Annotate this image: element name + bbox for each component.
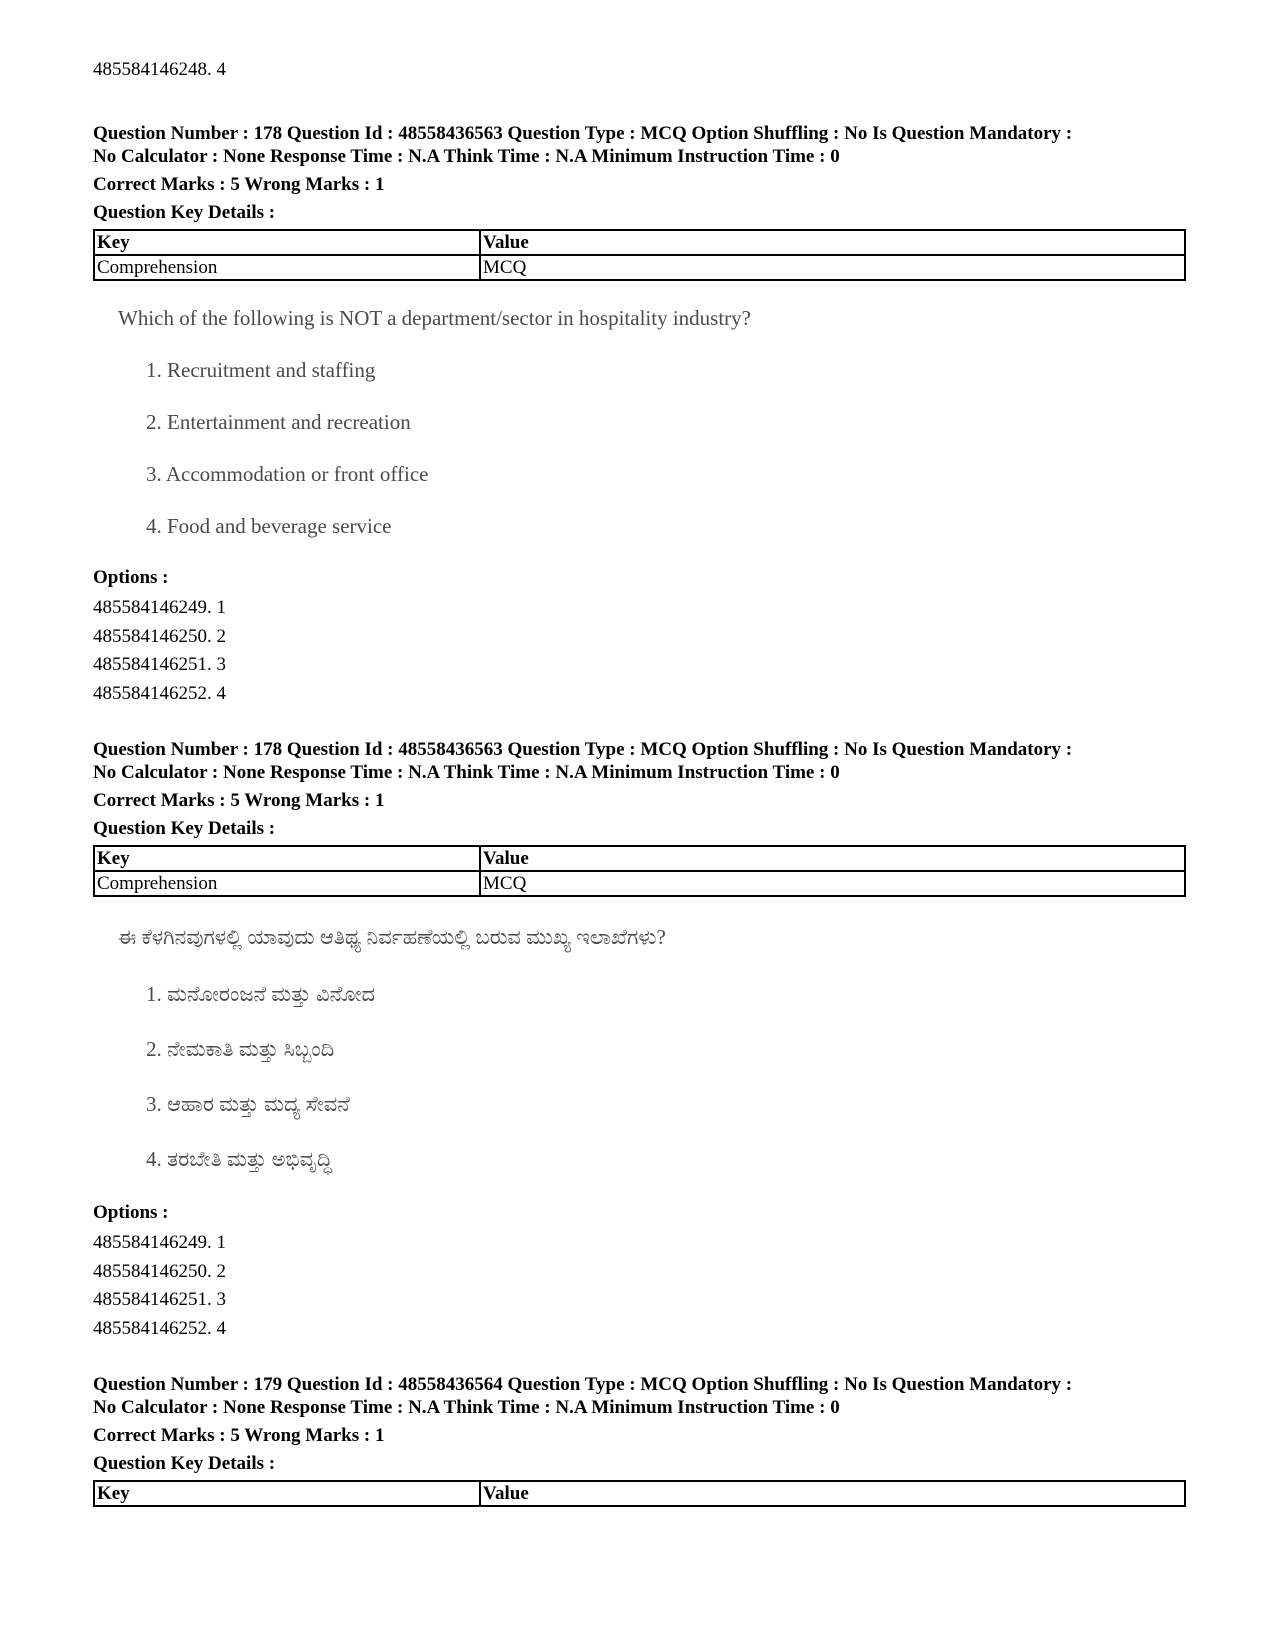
option-item: 485584146250. 2 [93, 1260, 226, 1282]
question-header [93, 122, 1183, 168]
option-item: 485584146251. 3 [93, 1289, 226, 1310]
question-header [93, 738, 1183, 784]
question-choice: 1. ಮನೋರಂಜನೆ ಮತ್ತು ವಿನೋದ [146, 982, 376, 1006]
question-stem: Which of the following is NOT a department/sector in hospitality industry? [118, 306, 751, 330]
options-label: Options : [93, 1202, 169, 1223]
key-details-table [93, 845, 1186, 897]
key-details-table [93, 229, 1186, 281]
marks-line: Correct Marks : 5 Wrong Marks : 1 [93, 790, 385, 811]
question-header-line2: No Calculator : None Response Time : N.A Think Time : N.A Minimum Instruction Time : 0 [93, 146, 840, 167]
table-cell-key: Comprehension [94, 255, 480, 280]
table-header-value: Value [480, 1481, 1185, 1506]
previous-option-line: 485584146248. 4 [93, 59, 226, 80]
table-cell-key: Comprehension [94, 871, 480, 896]
question-choice: 3. ಆಹಾರ ಮತ್ತು ಮದ್ಯ ಸೇವನೆ [146, 1092, 350, 1116]
question-choice: 1. Recruitment and staffing [146, 358, 376, 382]
table-cell-value: MCQ [480, 871, 1185, 896]
key-details-table [93, 1480, 1186, 1507]
marks-line: Correct Marks : 5 Wrong Marks : 1 [93, 1425, 385, 1446]
key-details-label: Question Key Details : [93, 1453, 276, 1474]
question-header-line1: Question Number : 178 Question Id : 48558436563 Question Type : MCQ Option Shuffling : No Is Question Mandatory : [93, 739, 1073, 760]
table-header-key: Key [94, 846, 480, 871]
question-header-line1: Question Number : 178 Question Id : 48558436563 Question Type : MCQ Option Shuffling : No Is Question Mandatory : [93, 123, 1073, 144]
question-choice: 3. Accommodation or front office [146, 462, 429, 486]
table-header-row [94, 230, 1185, 255]
question-header-line1: Question Number : 179 Question Id : 48558436564 Question Type : MCQ Option Shuffling : No Is Question Mandatory : [93, 1374, 1073, 1395]
question-header-line2: No Calculator : None Response Time : N.A Think Time : N.A Minimum Instruction Time : 0 [93, 1397, 840, 1418]
question-header [93, 1373, 1183, 1419]
option-item: 485584146252. 4 [93, 682, 226, 704]
options-list [93, 594, 226, 708]
table-cell-value: MCQ [480, 255, 1185, 280]
question-stem: ಈ ಕೆಳಗಿನವುಗಳಲ್ಲಿ ಯಾವುದು ಆತಿಥ್ಯ ನಿರ್ವಹಣೆಯಲ್ಲಿ ಬರುವ ಮುಖ್ಯ ಇಲಾಖೆಗಳು? [118, 925, 666, 949]
table-header-key: Key [94, 1481, 480, 1506]
question-choice: 4. Food and beverage service [146, 514, 392, 538]
option-item: 485584146250. 2 [93, 625, 226, 647]
key-details-label: Question Key Details : [93, 818, 276, 839]
options-list [93, 1229, 226, 1343]
question-choice: 2. ನೇಮಕಾತಿ ಮತ್ತು ಸಿಬ್ಬಂದಿ [146, 1037, 335, 1061]
key-details-label: Question Key Details : [93, 202, 276, 223]
table-row [94, 871, 1185, 896]
question-header-line2: No Calculator : None Response Time : N.A Think Time : N.A Minimum Instruction Time : 0 [93, 762, 840, 783]
option-item: 485584146251. 3 [93, 654, 226, 675]
option-item: 485584146252. 4 [93, 1317, 226, 1339]
table-header-row [94, 1481, 1185, 1506]
question-choice: 4. ತರಬೇತಿ ಮತ್ತು ಅಭಿವೃದ್ಧಿ [146, 1147, 333, 1171]
table-header-value: Value [480, 846, 1185, 871]
options-label: Options : [93, 567, 169, 588]
table-row [94, 255, 1185, 280]
table-header-value: Value [480, 230, 1185, 255]
option-item: 485584146249. 1 [93, 1232, 226, 1253]
option-item: 485584146249. 1 [93, 597, 226, 618]
marks-line: Correct Marks : 5 Wrong Marks : 1 [93, 174, 385, 195]
table-header-row [94, 846, 1185, 871]
question-choice: 2. Entertainment and recreation [146, 410, 411, 434]
table-header-key: Key [94, 230, 480, 255]
